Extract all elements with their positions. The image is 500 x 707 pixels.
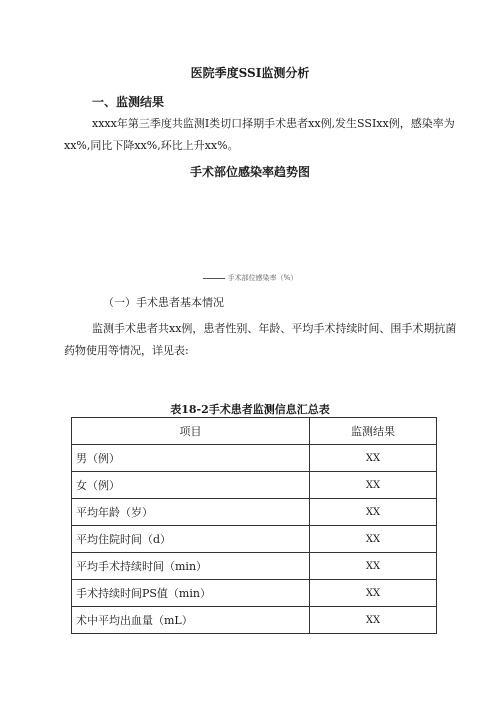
table-row xyxy=(72,580,437,607)
table-cell-item: 女（例） xyxy=(72,472,310,499)
table-cell-item: 平均住院时间（d） xyxy=(72,526,310,553)
table-cell-item: 平均手术持续时间（min） xyxy=(72,553,310,580)
document-title: 医院季度SSI监测分析 xyxy=(190,66,310,80)
table-row xyxy=(72,499,437,526)
subsection-heading: （一）手术患者基本情况 xyxy=(103,296,224,309)
section-heading-results: 一、监测结果 xyxy=(92,95,165,109)
table-row xyxy=(72,526,437,553)
table-cell-item: 男（例） xyxy=(72,445,310,472)
table-header-item: 项目 xyxy=(72,418,310,445)
subsection-paragraph-line-2: 药物使用等情况，详见表: xyxy=(64,344,189,357)
results-paragraph-line-2: xx%,同比下降xx%,环比上升xx%。 xyxy=(64,139,239,152)
chart-title: 手术部位感染率趋势图 xyxy=(189,165,310,179)
legend-label: 手术部位感染率（%） xyxy=(227,274,298,282)
table-row xyxy=(72,445,437,472)
table-row xyxy=(72,607,437,634)
table-cell-value: XX xyxy=(310,526,437,553)
table-cell-value: XX xyxy=(310,553,437,580)
table-header-result: 监测结果 xyxy=(310,418,437,445)
legend-line-swatch xyxy=(203,278,225,279)
table-cell-item: 手术持续时间PS值（min） xyxy=(72,580,310,607)
subsection-paragraph-line-1: 监测手术患者共xx例，患者性别、年龄、平均手术持续时间、围手术期抗菌 xyxy=(92,322,457,335)
table-cell-value: XX xyxy=(310,607,437,634)
table-row xyxy=(72,472,437,499)
table-cell-value: XX xyxy=(310,499,437,526)
table-cell-value: XX xyxy=(310,445,437,472)
chart-plot-area xyxy=(64,186,436,270)
table-caption: 表18-2手术患者监测信息汇总表 xyxy=(170,403,330,416)
table-cell-item: 术中平均出血量（mL） xyxy=(72,607,310,634)
table-cell-value: XX xyxy=(310,472,437,499)
chart-legend xyxy=(0,273,500,283)
table-header-row xyxy=(72,418,437,445)
table-cell-item: 平均年龄（岁） xyxy=(72,499,310,526)
results-paragraph-line-1: xxxx年第三季度共监测I类切口择期手术患者xx例,发生SSIxx例，感染率为 xyxy=(92,117,455,130)
summary-table xyxy=(71,417,437,634)
table-row xyxy=(72,553,437,580)
table-cell-value: XX xyxy=(310,580,437,607)
